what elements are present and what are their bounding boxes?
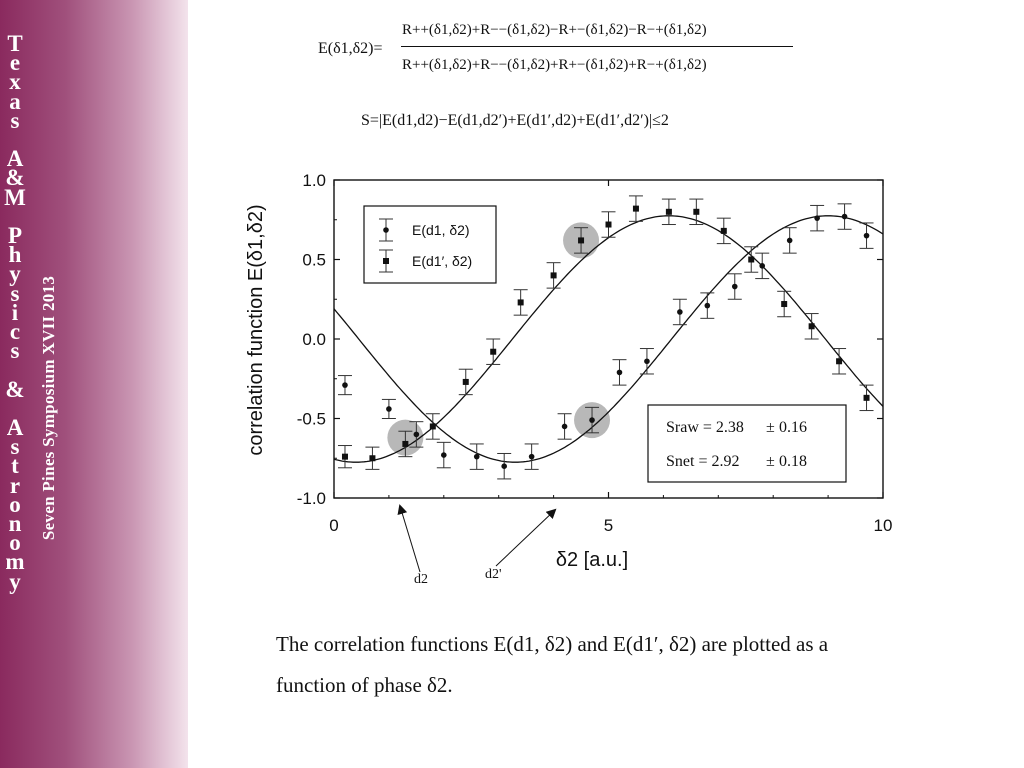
plus-minus-icon: ± [766, 453, 775, 470]
sidebar-subtitle: Seven Pines Symposium XVII 2013 [39, 275, 58, 541]
data-point-circle [842, 214, 848, 220]
data-point-square [518, 299, 524, 305]
y-tick-label: 1.0 [302, 171, 326, 190]
legend-label: E(d1, δ2) [412, 222, 470, 238]
data-point-square [463, 379, 469, 385]
data-point-square [864, 395, 870, 401]
data-point-circle [617, 370, 623, 376]
x-tick-label: 5 [603, 516, 614, 535]
data-point-circle [787, 238, 793, 244]
annotation-d2-prime: d2' [485, 567, 502, 582]
data-point-square [490, 349, 496, 355]
data-point-circle [759, 263, 765, 269]
data-point-square [809, 323, 815, 329]
data-point-circle [864, 233, 870, 239]
data-point-square [633, 206, 639, 212]
caption-line-2: function of phase δ2. [276, 673, 453, 697]
data-point-square [721, 228, 727, 234]
caption-line-1: The correlation functions E(d1, δ2) and E(d1′, δ2) are plotted as a [276, 632, 829, 656]
y-tick-label: 0.0 [302, 330, 326, 349]
plus-minus-icon: ± [766, 419, 775, 436]
data-point-circle [414, 432, 420, 438]
data-point-circle [562, 424, 568, 430]
annotation-d2: d2 [414, 572, 428, 587]
data-point-square [781, 301, 787, 307]
y-tick-label: -1.0 [296, 489, 326, 508]
s-raw-label: Sraw = 2.38 [666, 419, 744, 436]
data-point-circle [644, 358, 650, 364]
x-tick-label: 10 [873, 516, 893, 535]
data-point-circle [441, 452, 447, 458]
s-values-box [648, 405, 846, 482]
legend-marker-circle [383, 227, 389, 233]
data-point-circle [705, 303, 711, 309]
legend-label: E(d1′, δ2) [412, 253, 473, 269]
x-tick-label: 0 [329, 516, 339, 535]
data-point-square [402, 441, 408, 447]
x-axis-label: δ2 [a.u.] [555, 549, 629, 571]
data-point-circle [677, 309, 683, 315]
y-tick-label: -0.5 [296, 409, 326, 429]
data-point-square [748, 257, 754, 263]
data-point-circle [814, 215, 820, 221]
legend-box [364, 206, 496, 283]
data-point-circle [529, 454, 535, 460]
caption [276, 624, 976, 706]
s-net-label: Snet = 2.92 [666, 453, 740, 470]
data-point-circle [501, 463, 507, 469]
y-axis-label: correlation function E(δ1,δ2) [245, 204, 267, 456]
data-point-circle [474, 454, 480, 460]
y-tick-label: 0.5 [302, 250, 326, 270]
legend-marker-square [383, 258, 389, 264]
data-point-square [666, 209, 672, 215]
data-point-square [578, 237, 584, 243]
data-point-square [369, 455, 375, 461]
data-point-circle [589, 417, 595, 423]
data-point-square [693, 209, 699, 215]
data-point-square [606, 222, 612, 228]
data-point-circle [342, 382, 348, 388]
data-point-circle [386, 406, 392, 412]
data-point-square [342, 454, 348, 460]
data-point-circle [732, 284, 738, 290]
data-point-square [430, 423, 436, 429]
data-point-square [836, 358, 842, 364]
s-raw-error: 0.16 [779, 419, 807, 436]
e-formula-lhs: E(δ1,δ2)= [318, 40, 383, 57]
arrow-d2 [400, 506, 420, 572]
s-formula: S=|E(d1,d2)−E(d1,d2′)+E(d1′,d2)+E(d1′,d2′)|≤2 [361, 112, 669, 129]
s-net-error: 0.18 [779, 453, 807, 470]
arrow-d2-prime [496, 510, 555, 566]
data-point-square [551, 272, 557, 278]
e-formula-numerator: R++(δ1,δ2)+R−−(δ1,δ2)−R+−(δ1,δ2)−R−+(δ1,δ2) [402, 22, 707, 38]
e-formula-denominator: R++(δ1,δ2)+R−−(δ1,δ2)+R+−(δ1,δ2)+R−+(δ1,δ2) [402, 57, 707, 73]
sidebar-title: T e x a s A & M P h y s i c s & A s t r o n o m y [4, 31, 26, 594]
